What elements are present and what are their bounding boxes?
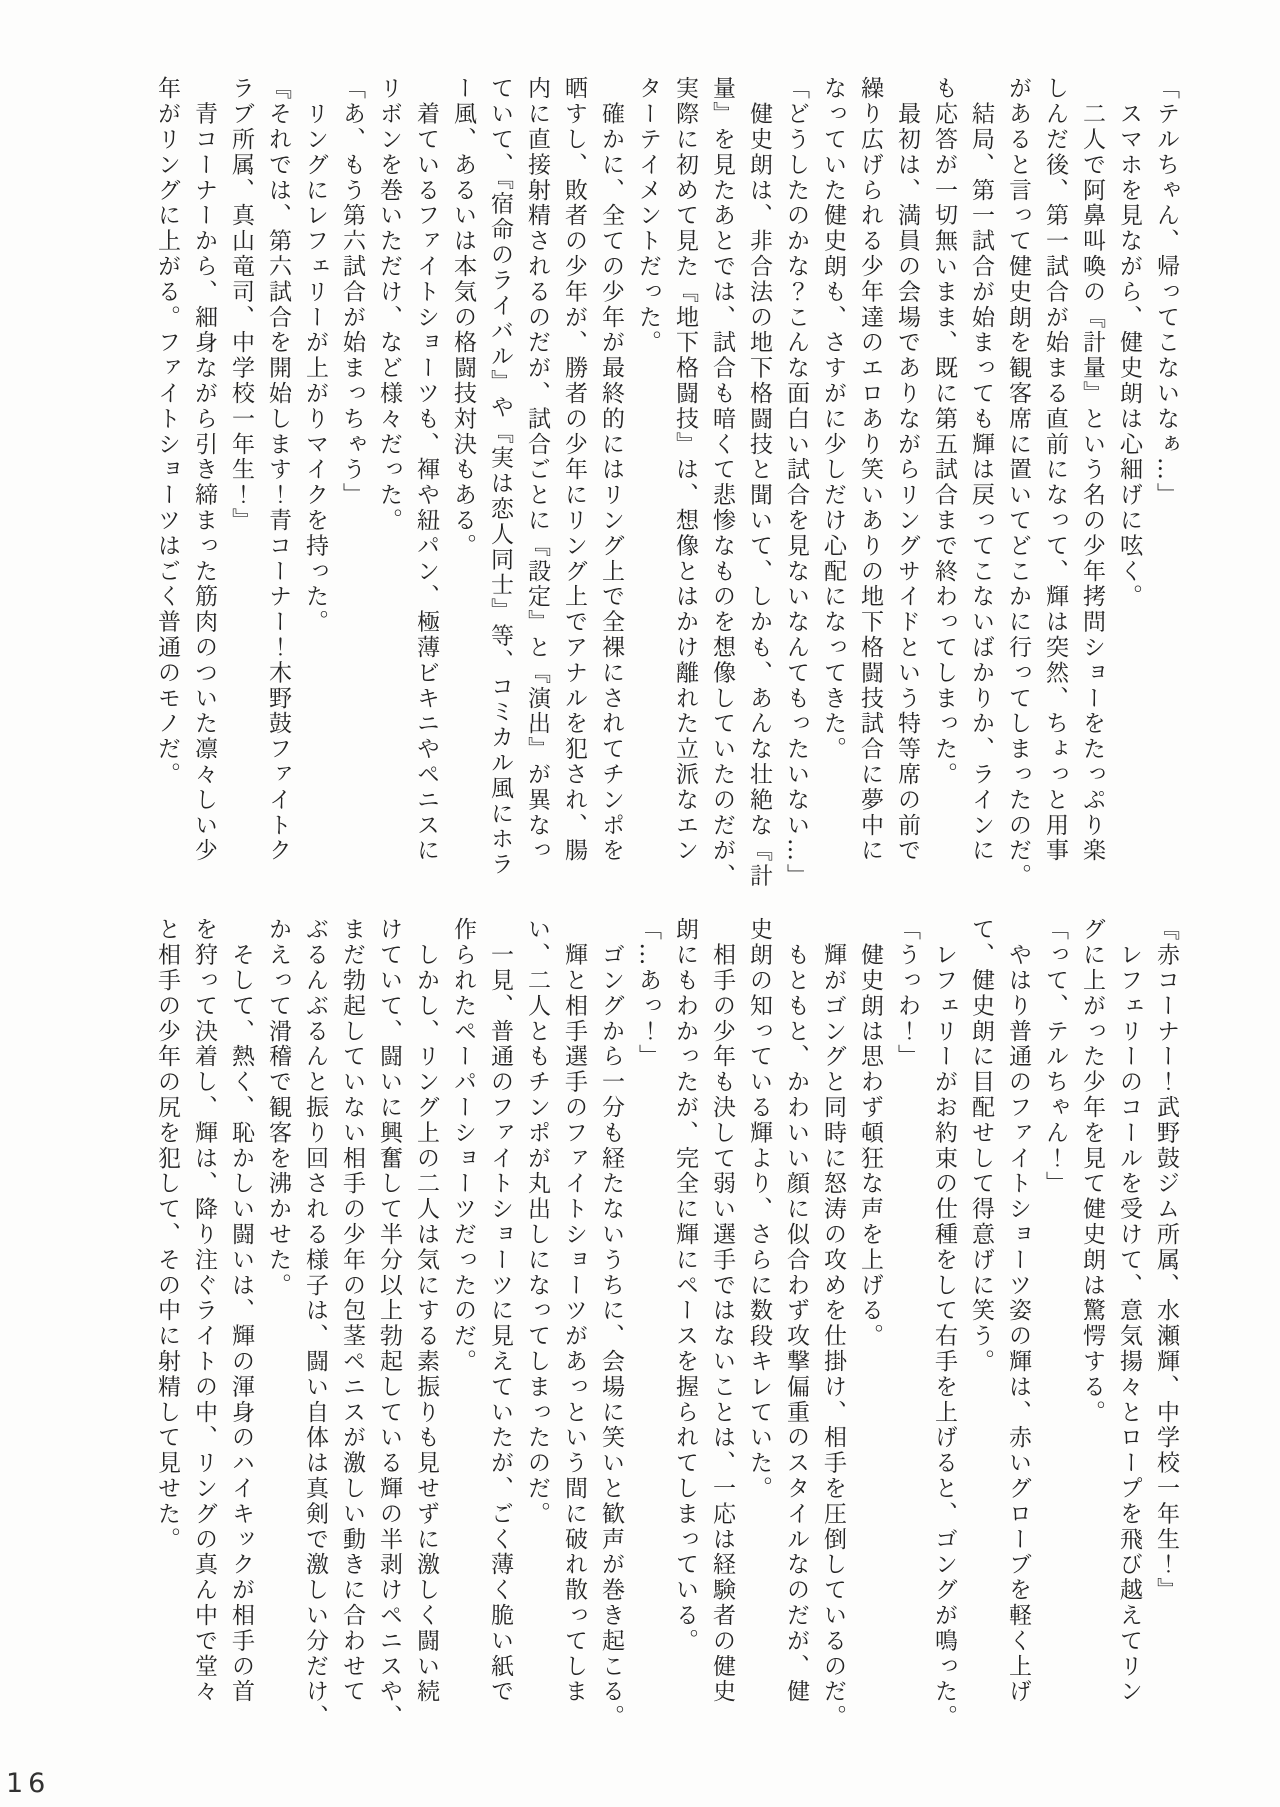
text-line: 健史朗は、非合法の地下格闘技と聞いて、しかも、あんな壮絶な『計 — [746, 76, 772, 889]
text-line: リボンを巻いただけ、など様々だった。 — [376, 76, 402, 534]
text-line: を狩って決着し、輝は、降り注ぐライトの中、リングの真ん中で堂々 — [191, 917, 217, 1705]
text-line: 「どうしたのかな？こんな面白い試合を見ないなんてもったいない…」 — [783, 76, 809, 889]
text-line: レフェリーのコールを受けて、意気揚々とロープを飛び越えてリン — [1116, 917, 1142, 1705]
text-line: 健史朗は思わず頓狂な声を上げる。 — [857, 917, 883, 1349]
text-line: なっていた健史朗も、さすがに少しだけ心配になってきた。 — [820, 76, 846, 762]
text-line: ターテイメントだった。 — [635, 76, 661, 356]
text-line: そして、熱く、恥かしい闘いは、輝の渾身のハイキックが相手の首 — [228, 917, 254, 1705]
text-line: 繰り広げられる少年達のエロあり笑いありの地下格闘技試合に夢中に — [857, 76, 883, 864]
text-line: 二人で阿鼻叫喚の『計量』という名の少年拷問ショーをたっぷり楽 — [1079, 76, 1105, 864]
text-line: 輝と相手選手のファイトショーツがあっという間に破れ散ってしま — [561, 917, 587, 1705]
text-line: ラブ所属、真山竜司、中学校一年生！』 — [228, 76, 254, 534]
text-line: 朗にもわかったが、完全に輝にペースを握られてしまっている。 — [672, 917, 698, 1654]
text-line: 輝がゴングと同時に怒涛の攻めを仕掛け、相手を圧倒しているのだ。 — [820, 917, 846, 1730]
text-line: レフェリーがお約束の仕種をして右手を上げると、ゴングが鳴った。 — [931, 917, 957, 1730]
text-line: 青コーナーから、細身ながら引き締まった筋肉のついた凛々しい少 — [191, 76, 217, 864]
text-line: もともと、かわいい顔に似合わず攻撃偏重のスタイルなのだが、健 — [783, 917, 809, 1705]
page-number: 16 — [6, 1768, 51, 1799]
text-line: 「って、テルちゃん！」 — [1042, 917, 1068, 1197]
text-line: 一見、普通のファイトショーツに見えていたが、ごく薄く脆い紙で — [487, 917, 513, 1705]
text-line: 「…あっ！」 — [635, 917, 661, 1070]
text-line: グに上がった少年を見て健史朗は驚愕する。 — [1079, 917, 1105, 1425]
text-line: ぶるんぶるんと振り回される様子は、闘い自体は真剣で激しい分だけ、 — [302, 917, 328, 1730]
text-line: 最初は、満員の会場でありながらリングサイドという特等席の前で — [894, 76, 920, 864]
text-line: 「あ、もう第六試合が始まっちゃう」 — [339, 76, 365, 508]
text-line: 年がリングに上がる。ファイトショーツはごく普通のモノだ。 — [154, 76, 180, 788]
text-line: 内に直接射精されるのだが、試合ごとに『設定』と『演出』が異なっ — [524, 76, 550, 864]
text-line: 結局、第一試合が始まっても輝は戻ってこないばかりか、ラインに — [968, 76, 994, 864]
text-line: 晒すし、敗者の少年が、勝者の少年にリング上でアナルを犯され、腸 — [561, 76, 587, 864]
text-line: ー風、あるいは本気の格闘技対決もある。 — [450, 76, 476, 559]
text-line: と相手の少年の尻を犯して、その中に射精して見せた。 — [154, 917, 180, 1552]
text-line: い、二人ともチンポが丸出しになってしまったのだ。 — [524, 917, 550, 1527]
text-line: ていて、『宿命のライバル』や『実は恋人同士』等、コミカル風にホラ — [487, 76, 513, 878]
text-line: スマホを見ながら、健史朗は心細げに呟く。 — [1116, 76, 1142, 610]
text-line: リングにレフェリーが上がりマイクを持った。 — [302, 76, 328, 635]
bottom-text-block — [148, 917, 1184, 1730]
text-line: けていて、闘いに興奮して半分以上勃起している輝の半剥けペニスや、 — [376, 917, 402, 1730]
text-line: しんだ後、第一試合が始まる直前になって、輝は突然、ちょっと用事 — [1042, 76, 1068, 864]
text-line: 史朗の知っている輝より、さらに数段キレていた。 — [746, 917, 772, 1502]
top-text-block — [148, 76, 1184, 889]
text-line: 「うっわ！」 — [894, 917, 920, 1070]
text-line: て、健史朗に目配せして得意げに笑う。 — [968, 917, 994, 1375]
text-line: があると言って健史朗を観客席に置いてどこかに行ってしまったのだ。 — [1005, 76, 1031, 889]
text-line: 『赤コーナー！武野鼓ジム所属、水瀬輝、中学校一年生！』 — [1153, 917, 1179, 1603]
text-line: 量』を見たあとでは、試合も暗くて悲惨なものを想像していたのだが、 — [709, 76, 735, 889]
text-line: も応答が一切無いまま、既に第五試合まで終わってしまった。 — [931, 76, 957, 788]
text-line: 実際に初めて見た『地下格闘技』は、想像とはかけ離れた立派なエン — [672, 76, 698, 864]
text-line: 『それでは、第六試合を開始します！青コーナー！木野鼓ファイトク — [265, 76, 291, 864]
text-line: 作られたペーパーショーツだったのだ。 — [450, 917, 476, 1375]
text-line: 「テルちゃん、帰ってこないなぁ…」 — [1153, 76, 1179, 508]
text-line: ゴングから一分も経たないうちに、会場に笑いと歓声が巻き起こる。 — [598, 917, 624, 1730]
text-line: 確かに、全ての少年が最終的にはリング上で全裸にされてチンポを — [598, 76, 624, 864]
text-line: 着ているファイトショーツも、褌や紐パン、極薄ビキニやペニスに — [413, 76, 439, 864]
text-line: 相手の少年も決して弱い選手ではないことは、一応は経験者の健史 — [709, 917, 735, 1705]
text-line: まだ勃起していない相手の少年の包茎ペニスが激しい動きに合わせて — [339, 917, 365, 1705]
text-line: やはり普通のファイトショーツ姿の輝は、赤いグローブを軽く上げ — [1005, 917, 1031, 1705]
text-line: しかし、リング上の二人は気にする素振りも見せずに激しく闘い続 — [413, 917, 439, 1705]
text-line: かえって滑稽で観客を沸かせた。 — [265, 917, 291, 1298]
